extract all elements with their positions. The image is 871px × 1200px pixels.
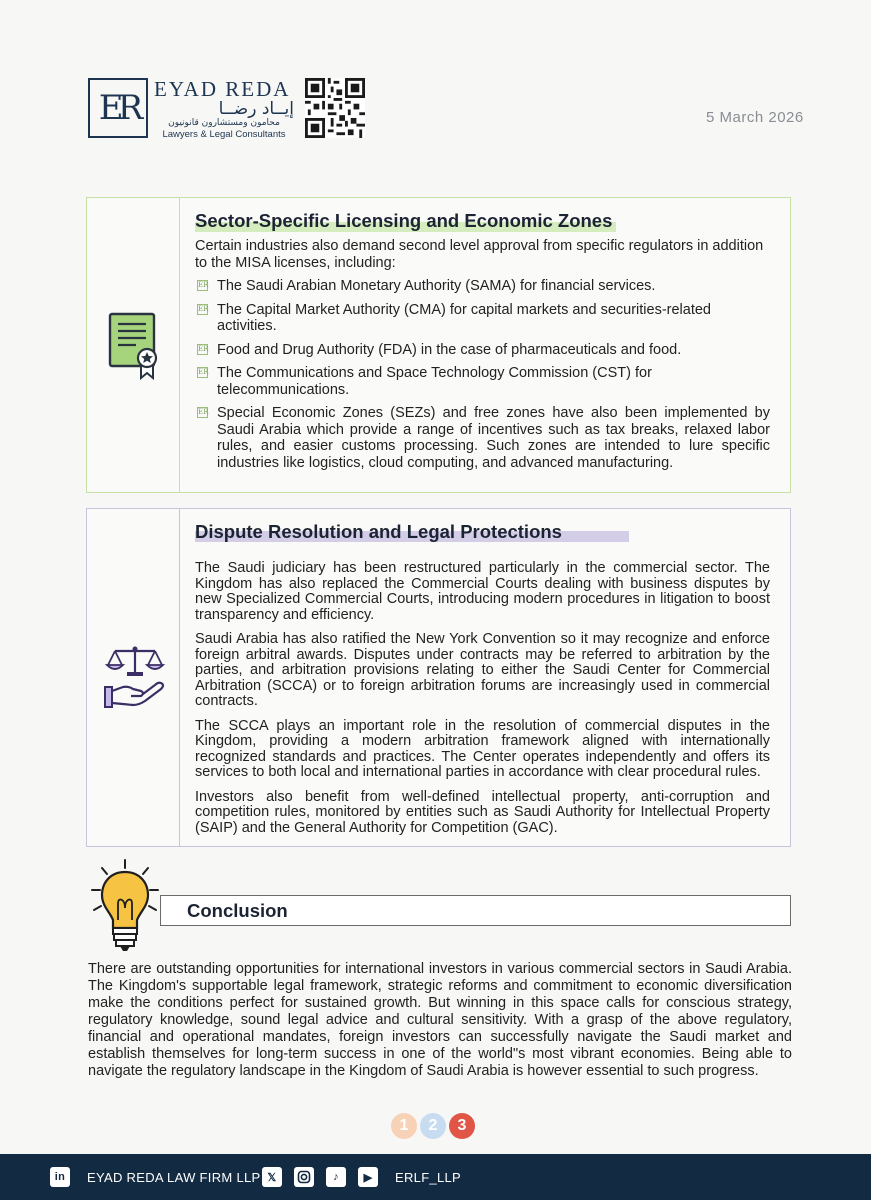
bullet-logo-icon: ER [198, 368, 209, 376]
firm-name-ar: إيــاد رضــا [218, 99, 294, 119]
list-item: ER Food and Drug Authority (FDA) in the case of pharmaceuticals and food. [198, 341, 682, 358]
linkedin-icon[interactable]: in [50, 1167, 70, 1187]
page-indicator [391, 1113, 475, 1139]
dispute-paragraph: Investors also benefit from well-defined intellectual property, anti-corruption and competition rules, monitored by entities such as Saudi Authority for Intellectual Property (SAIP) and the General Authority for Competition (GAC). [195, 788, 770, 836]
dispute-section [86, 508, 791, 847]
lightbulb-icon [90, 858, 160, 954]
page-1-button[interactable]: 1 [391, 1113, 417, 1139]
list-item: ER The Communications and Space Technology Commission (CST) for telecommunications. [198, 365, 652, 398]
firm-name-en: EYAD REDA [154, 77, 291, 101]
qr-code-icon [305, 78, 365, 138]
linkedin-label[interactable]: EYAD REDA LAW FIRM LLP [87, 1169, 261, 1185]
page-3-button[interactable]: 3 [449, 1113, 475, 1139]
scales-hand-icon [103, 643, 167, 711]
dispute-paragraph: The Saudi judiciary has been restructured particularly in the commercial sector. The Kingdom has also replaced the Commercial Courts dealing with business disputes by new Specialized Commercial Courts, introducing modern procedures in litigation to boost transparency and efficiency. [195, 560, 770, 623]
firm-sub-en: Lawyers & Legal Consultants [162, 129, 286, 140]
conclusion-title: Conclusion [160, 895, 791, 926]
youtube-icon[interactable]: ▶ [358, 1167, 378, 1187]
bullet-logo-icon: ER [198, 281, 209, 289]
footer-linkedin[interactable] [50, 1167, 260, 1187]
licensing-icon-column [87, 198, 180, 492]
bullet-logo-icon: ER [198, 304, 209, 313]
dispute-icon-column [87, 509, 180, 846]
conclusion-text: There are outstanding opportunities for international investors in various commercial sectors in Saudi Arabia. The Kingdom's supportable legal framework, strategic reforms and commitment to economic diversification make the conditions perfect for sustained growth. But winning in this space calls for conscious strategy, regulatory knowledge, sound legal advice and cultural sensitivity. With a grasp of the above regulatory, financial and operational mandates, foreign investors can successfully navigate the Saudi market and establish themselves for long-term success in one of the world"s most vibrant economies. Being able to navigate the regulatory landscape in the Kingdom of Saudi Arabia is however essential to such progress. [88, 961, 792, 1079]
dispute-paragraph: Saudi Arabia has also ratified the New York Convention so it may recognize and enforce foreign arbitral awards. Disputes under contracts may be referred to arbitration by the parties, and arbitration provisions relating to either the Saudi Center for Commercial Arbitration (SCCA) or to foreign arbitration forums are increasingly used in commercial contracts. [195, 631, 770, 709]
footer-socials [262, 1167, 461, 1187]
licensing-title: Sector-Specific Licensing and Economic Zones [195, 208, 612, 234]
footer-bar [0, 1154, 871, 1200]
dispute-title: Dispute Resolution and Legal Protections [195, 519, 562, 545]
certificate-icon [108, 312, 160, 380]
list-item: ER The Capital Market Authority (CMA) for capital markets and securities-related activities. [198, 301, 711, 334]
bullet-logo-icon: ER [198, 408, 209, 416]
instagram-icon[interactable] [294, 1167, 314, 1187]
document-date: 5 March 2026 [706, 109, 804, 126]
licensing-section [86, 197, 791, 493]
logo-mark: ER [88, 78, 148, 138]
list-item: ER Special Economic Zones (SEZs) and free zones have also been implemented by Saudi Arabia which provide a range of incentives such as tax breaks, relaxed labor rules, and easier customs processing. Such zones are intended to lure specific industries like logistics, cloud computing, and advanced manufacturing. [198, 405, 770, 471]
page-2-button[interactable]: 2 [420, 1113, 446, 1139]
tiktok-icon[interactable]: ♪ [326, 1167, 346, 1187]
regulator-list [195, 278, 770, 471]
x-twitter-icon[interactable]: 𝕏 [262, 1167, 282, 1187]
firm-logo [88, 78, 294, 140]
licensing-intro: Certain industries also demand second level approval from specific regulators in addition to the MISA licenses, including: [195, 238, 764, 271]
list-item: ER The Saudi Arabian Monetary Authority (SAMA) for financial services. [198, 278, 656, 294]
firm-sub-ar: محامون ومستشارون قانونيون [168, 118, 280, 128]
social-handle[interactable]: ERLF_LLP [395, 1169, 461, 1185]
dispute-paragraph: The SCCA plays an important role in the resolution of commercial disputes in the Kingdom, providing a modern arbitration framework aligned with internationally recognized standards and practices. The Center operates independently and offers its services to both local and international parties in accordance with clear procedural rules. [195, 717, 770, 780]
bullet-logo-icon: ER [198, 344, 209, 353]
